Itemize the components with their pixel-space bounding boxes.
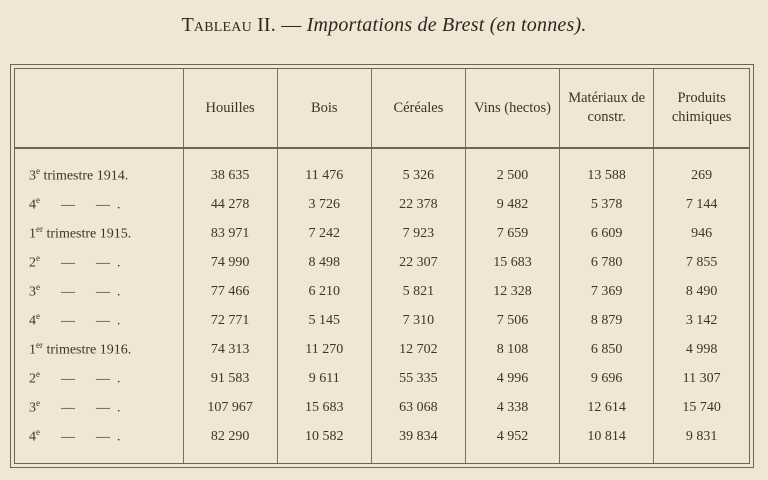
cell-cereales: 5 326 [371, 161, 465, 190]
cell-produits: 4 998 [654, 335, 749, 364]
cell-bois: 6 210 [277, 277, 371, 306]
period-cell [15, 393, 183, 422]
cell-cereales: 12 702 [371, 335, 465, 364]
header-houilles: Houilles [183, 69, 277, 148]
cell-cereales: 22 307 [371, 248, 465, 277]
period-ordinal: 3 [29, 284, 36, 300]
cell-bois: 15 683 [277, 393, 371, 422]
period-cell [15, 422, 183, 451]
period-label: — — . [40, 255, 121, 271]
cell-houilles: 38 635 [183, 161, 277, 190]
cell-materiaux: 13 588 [560, 161, 654, 190]
cell-vins: 12 328 [465, 277, 559, 306]
table-row [15, 277, 749, 306]
table-frame [10, 64, 754, 468]
cell-vins: 2 500 [465, 161, 559, 190]
period-ordinal-suffix: e [36, 311, 40, 322]
header-cereales: Céréales [371, 69, 465, 148]
cell-houilles: 82 290 [183, 422, 277, 451]
period-ordinal: 3 [29, 168, 36, 184]
cell-vins: 4 952 [465, 422, 559, 451]
cell-produits: 269 [654, 161, 749, 190]
table-row [15, 393, 749, 422]
header-period [15, 69, 183, 148]
period-cell [15, 306, 183, 335]
cell-bois: 8 498 [277, 248, 371, 277]
bottom-spacer-row [15, 451, 749, 463]
cell-bois: 11 476 [277, 161, 371, 190]
cell-houilles: 74 990 [183, 248, 277, 277]
cell-vins: 7 659 [465, 219, 559, 248]
cell-bois: 11 270 [277, 335, 371, 364]
table-row [15, 219, 749, 248]
cell-materiaux: 6 850 [560, 335, 654, 364]
cell-produits: 7 855 [654, 248, 749, 277]
cell-bois: 7 242 [277, 219, 371, 248]
period-ordinal: 1 [29, 342, 36, 358]
top-spacer-row [15, 148, 749, 161]
period-ordinal: 4 [29, 429, 36, 445]
cell-bois: 5 145 [277, 306, 371, 335]
period-ordinal-suffix: er [36, 340, 43, 351]
period-ordinal-suffix: e [36, 282, 40, 293]
cell-materiaux: 10 814 [560, 422, 654, 451]
period-cell [15, 190, 183, 219]
table-label: Tableau II. [181, 14, 276, 36]
period-ordinal-suffix: er [36, 224, 43, 235]
cell-houilles: 72 771 [183, 306, 277, 335]
cell-cereales: 55 335 [371, 364, 465, 393]
period-ordinal-suffix: e [36, 253, 40, 264]
cell-cereales: 39 834 [371, 422, 465, 451]
period-label: trimestre 1915. [43, 226, 132, 242]
period-ordinal: 3 [29, 400, 36, 416]
table-body [15, 148, 749, 463]
cell-bois: 9 611 [277, 364, 371, 393]
cell-houilles: 107 967 [183, 393, 277, 422]
period-cell [15, 335, 183, 364]
cell-bois: 10 582 [277, 422, 371, 451]
period-cell [15, 161, 183, 190]
cell-materiaux: 8 879 [560, 306, 654, 335]
cell-produits: 9 831 [654, 422, 749, 451]
cell-produits: 3 142 [654, 306, 749, 335]
header-vins: Vins (hectos) [465, 69, 559, 148]
cell-bois: 3 726 [277, 190, 371, 219]
header-produits: Produits chimiques [654, 69, 749, 148]
period-label: — — . [40, 371, 121, 387]
table-row [15, 306, 749, 335]
imports-table [15, 69, 749, 463]
period-cell [15, 248, 183, 277]
period-cell [15, 364, 183, 393]
cell-houilles: 77 466 [183, 277, 277, 306]
period-label: — — . [40, 400, 121, 416]
table-row [15, 190, 749, 219]
cell-produits: 8 490 [654, 277, 749, 306]
cell-materiaux: 12 614 [560, 393, 654, 422]
cell-vins: 9 482 [465, 190, 559, 219]
title-text: Importations de Brest (en tonnes). [306, 14, 587, 36]
period-ordinal-suffix: e [36, 166, 40, 177]
cell-materiaux: 5 378 [560, 190, 654, 219]
period-label: trimestre 1914. [40, 168, 129, 184]
cell-vins: 15 683 [465, 248, 559, 277]
cell-vins: 8 108 [465, 335, 559, 364]
table-row [15, 335, 749, 364]
period-label: — — . [40, 284, 121, 300]
table-row [15, 364, 749, 393]
title-separator: — [281, 14, 302, 36]
cell-materiaux: 6 609 [560, 219, 654, 248]
table-row [15, 161, 749, 190]
period-label: — — . [40, 197, 121, 213]
period-ordinal-suffix: e [36, 369, 40, 380]
header-materiaux: Matériaux de constr. [560, 69, 654, 148]
table-inner-frame [14, 68, 750, 464]
period-label: trimestre 1916. [43, 342, 132, 358]
period-ordinal: 4 [29, 197, 36, 213]
cell-vins: 7 506 [465, 306, 559, 335]
cell-cereales: 63 068 [371, 393, 465, 422]
cell-houilles: 91 583 [183, 364, 277, 393]
period-ordinal: 1 [29, 226, 36, 242]
cell-materiaux: 9 696 [560, 364, 654, 393]
period-ordinal: 4 [29, 313, 36, 329]
cell-cereales: 22 378 [371, 190, 465, 219]
cell-houilles: 44 278 [183, 190, 277, 219]
period-ordinal-suffix: e [36, 195, 40, 206]
cell-vins: 4 338 [465, 393, 559, 422]
page-title [0, 14, 768, 37]
cell-produits: 15 740 [654, 393, 749, 422]
period-label: — — . [40, 429, 121, 445]
period-label: — — . [40, 313, 121, 329]
cell-produits: 7 144 [654, 190, 749, 219]
cell-houilles: 74 313 [183, 335, 277, 364]
header-bois: Bois [277, 69, 371, 148]
period-cell [15, 277, 183, 306]
table-row [15, 422, 749, 451]
cell-cereales: 7 923 [371, 219, 465, 248]
period-ordinal-suffix: e [36, 398, 40, 409]
table-row [15, 248, 749, 277]
cell-cereales: 5 821 [371, 277, 465, 306]
cell-materiaux: 6 780 [560, 248, 654, 277]
period-cell [15, 219, 183, 248]
period-ordinal: 2 [29, 371, 36, 387]
cell-vins: 4 996 [465, 364, 559, 393]
cell-cereales: 7 310 [371, 306, 465, 335]
cell-produits: 946 [654, 219, 749, 248]
cell-houilles: 83 971 [183, 219, 277, 248]
period-ordinal: 2 [29, 255, 36, 271]
header-row [15, 69, 749, 148]
cell-materiaux: 7 369 [560, 277, 654, 306]
cell-produits: 11 307 [654, 364, 749, 393]
period-ordinal-suffix: e [36, 427, 40, 438]
